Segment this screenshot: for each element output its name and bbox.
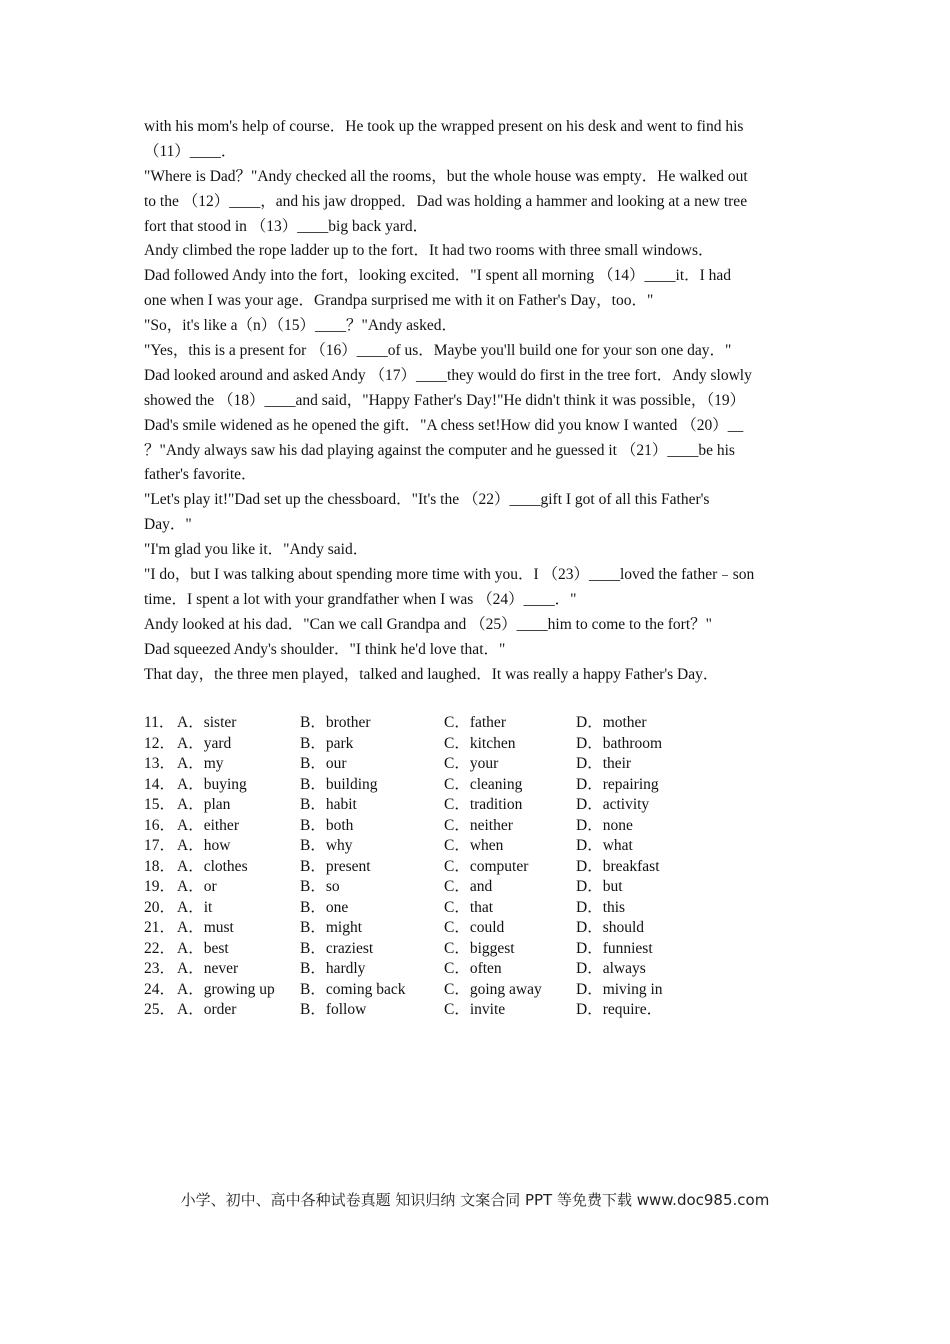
option-b: B．coming back — [300, 980, 406, 998]
option-a: A．my — [177, 755, 224, 772]
option-b: B．might — [300, 919, 363, 936]
option-d: D．activity — [576, 796, 650, 813]
option-c: C．your — [444, 755, 499, 772]
passage-line: showed the （18）____and said，"Happy Father's Day!"He didn't think it was possible，（19） — [144, 391, 746, 409]
page-footer: 小学、初中、高中各种试卷真题 知识归纳 文案合同 PPT 等免费下载 www.doc985.com — [180, 1191, 770, 1209]
option-d: D．breakfast — [576, 857, 660, 875]
option-d: D．their — [576, 755, 632, 772]
question-number: 12． — [144, 734, 176, 752]
passage-line: Andy climbed the rope ladder up to the fort．It had two rooms with three small windows． — [144, 242, 714, 260]
option-b: B．why — [300, 837, 353, 854]
option-d: D．miving in — [576, 980, 663, 998]
option-d: D．but — [576, 878, 623, 895]
option-b: B．habit — [300, 796, 357, 813]
passage-line: "Let's play it!"Dad set up the chessboard．"It's the （22）____gift I got of all this Father's — [144, 491, 710, 509]
option-c: C．kitchen — [444, 734, 516, 752]
passage-line: Dad followed Andy into the fort，looking excited．"I spent all morning （14）____it．I had — [144, 267, 732, 285]
question-number: 16． — [144, 816, 176, 834]
passage-line: fort that stood in （13）____big back yard． — [144, 217, 429, 235]
option-c: C．and — [444, 878, 493, 895]
option-c: C．neither — [444, 816, 513, 834]
option-c: C．tradition — [444, 796, 523, 813]
option-b: B．building — [300, 775, 378, 793]
option-a: A．how — [177, 837, 231, 854]
option-c: C．going away — [444, 980, 542, 998]
option-b: B．one — [300, 898, 349, 916]
passage-line: （11）____． — [144, 142, 237, 160]
option-b: B．our — [300, 755, 347, 772]
passage-line: with his mom's help of course．He took up the wrapped present on his desk and went to find his — [144, 118, 744, 135]
option-c: C．invite — [444, 1001, 506, 1018]
passage-line: Dad looked around and asked Andy （17）____they would do first in the tree fort．Andy slowly — [144, 366, 752, 384]
option-c: C．father — [444, 714, 506, 731]
passage-text — [144, 115, 814, 687]
passage-line: ？"Andy always saw his dad playing against the computer and he guessed it （21）____be his — [144, 441, 735, 459]
option-a: A．order — [177, 1001, 237, 1018]
option-d: D．always — [576, 960, 646, 977]
question-number: 19． — [144, 878, 176, 895]
option-b: B．follow — [300, 1001, 367, 1018]
option-b: B．craziest — [300, 939, 374, 957]
option-b: B．both — [300, 816, 354, 834]
option-a: A．buying — [177, 775, 247, 793]
passage-line: "I do，but I was talking about spending more time with you．I （23）____loved the father﹣son — [144, 566, 755, 584]
passage-line: "Where is Dad？"Andy checked all the rooms，but the whole house was empty．He walked out — [144, 167, 748, 185]
option-d: D．repairing — [576, 775, 659, 793]
passage-line: Andy looked at his dad．"Can we call Grandpa and （25）____him to come to the fort？" — [144, 615, 712, 633]
question-number: 18． — [144, 857, 176, 875]
option-c: C．computer — [444, 857, 529, 875]
passage-line: to the （12）____，and his jaw dropped．Dad was holding a hammer and looking at a new tree — [144, 192, 748, 210]
question-number: 17． — [144, 837, 176, 854]
option-d: D．none — [576, 816, 633, 834]
question-number: 21． — [144, 919, 176, 936]
question-number: 24． — [144, 980, 176, 998]
passage-line: father's favorite． — [144, 466, 257, 484]
option-a: A．yard — [177, 734, 232, 752]
option-c: C．could — [444, 919, 505, 936]
option-d: D．funniest — [576, 939, 653, 957]
option-b: B．park — [300, 734, 354, 752]
option-a: A．or — [177, 878, 217, 895]
passage-line: "I'm glad you like it．"Andy said． — [144, 541, 369, 559]
option-d: D．should — [576, 919, 645, 936]
option-a: A．best — [177, 939, 229, 957]
passage-line: "Yes，this is a present for （16）____of us．Maybe you'll build one for your son one day．" — [144, 342, 732, 360]
question-number: 25． — [144, 1001, 176, 1018]
option-a: A．either — [177, 816, 239, 834]
passage-line: "So，it's like a（n）（15）____？"Andy asked． — [144, 317, 457, 335]
passage-line: Dad squeezed Andy's shoulder．"I think he'd love that．" — [144, 640, 506, 658]
option-a: A．plan — [177, 796, 231, 813]
option-a: A．growing up — [177, 980, 275, 998]
option-c: C．cleaning — [444, 775, 523, 793]
question-number: 20． — [144, 898, 176, 916]
passage-line: time．I spent a lot with your grandfather when I was （24）____．" — [144, 590, 577, 608]
option-c: C．that — [444, 898, 494, 916]
option-d: D．this — [576, 898, 626, 916]
option-d: D．mother — [576, 714, 647, 731]
question-number: 14． — [144, 775, 176, 793]
passage-line: Day．" — [144, 516, 192, 534]
option-a: A．never — [177, 960, 239, 977]
option-c: C．biggest — [444, 939, 515, 957]
option-d: D．require． — [576, 1001, 663, 1018]
question-number: 15． — [144, 796, 176, 813]
option-a: A．must — [177, 919, 234, 936]
passage-line: Dad's smile widened as he opened the gift．"A chess set!How did you know I wanted （20）__ — [144, 416, 744, 434]
option-c: C．often — [444, 960, 502, 977]
question-number: 22． — [144, 939, 176, 957]
passage-line: That day，the three men played，talked and laughed．It was really a happy Father's Day． — [144, 665, 719, 683]
option-d: D．what — [576, 837, 633, 854]
passage-line: one when I was your age．Grandpa surprised me with it on Father's Day，too．" — [144, 292, 654, 310]
option-b: B．present — [300, 857, 371, 875]
option-c: C．when — [444, 837, 504, 854]
question-number: 13． — [144, 755, 176, 772]
option-a: A．sister — [177, 714, 237, 731]
question-number: 11． — [144, 714, 175, 731]
option-b: B．brother — [300, 714, 371, 731]
option-a: A．it — [177, 898, 213, 916]
question-number: 23． — [144, 960, 176, 977]
option-d: D．bathroom — [576, 734, 663, 752]
option-b: B．hardly — [300, 960, 366, 977]
option-b: B．so — [300, 878, 340, 895]
option-a: A．clothes — [177, 857, 248, 875]
